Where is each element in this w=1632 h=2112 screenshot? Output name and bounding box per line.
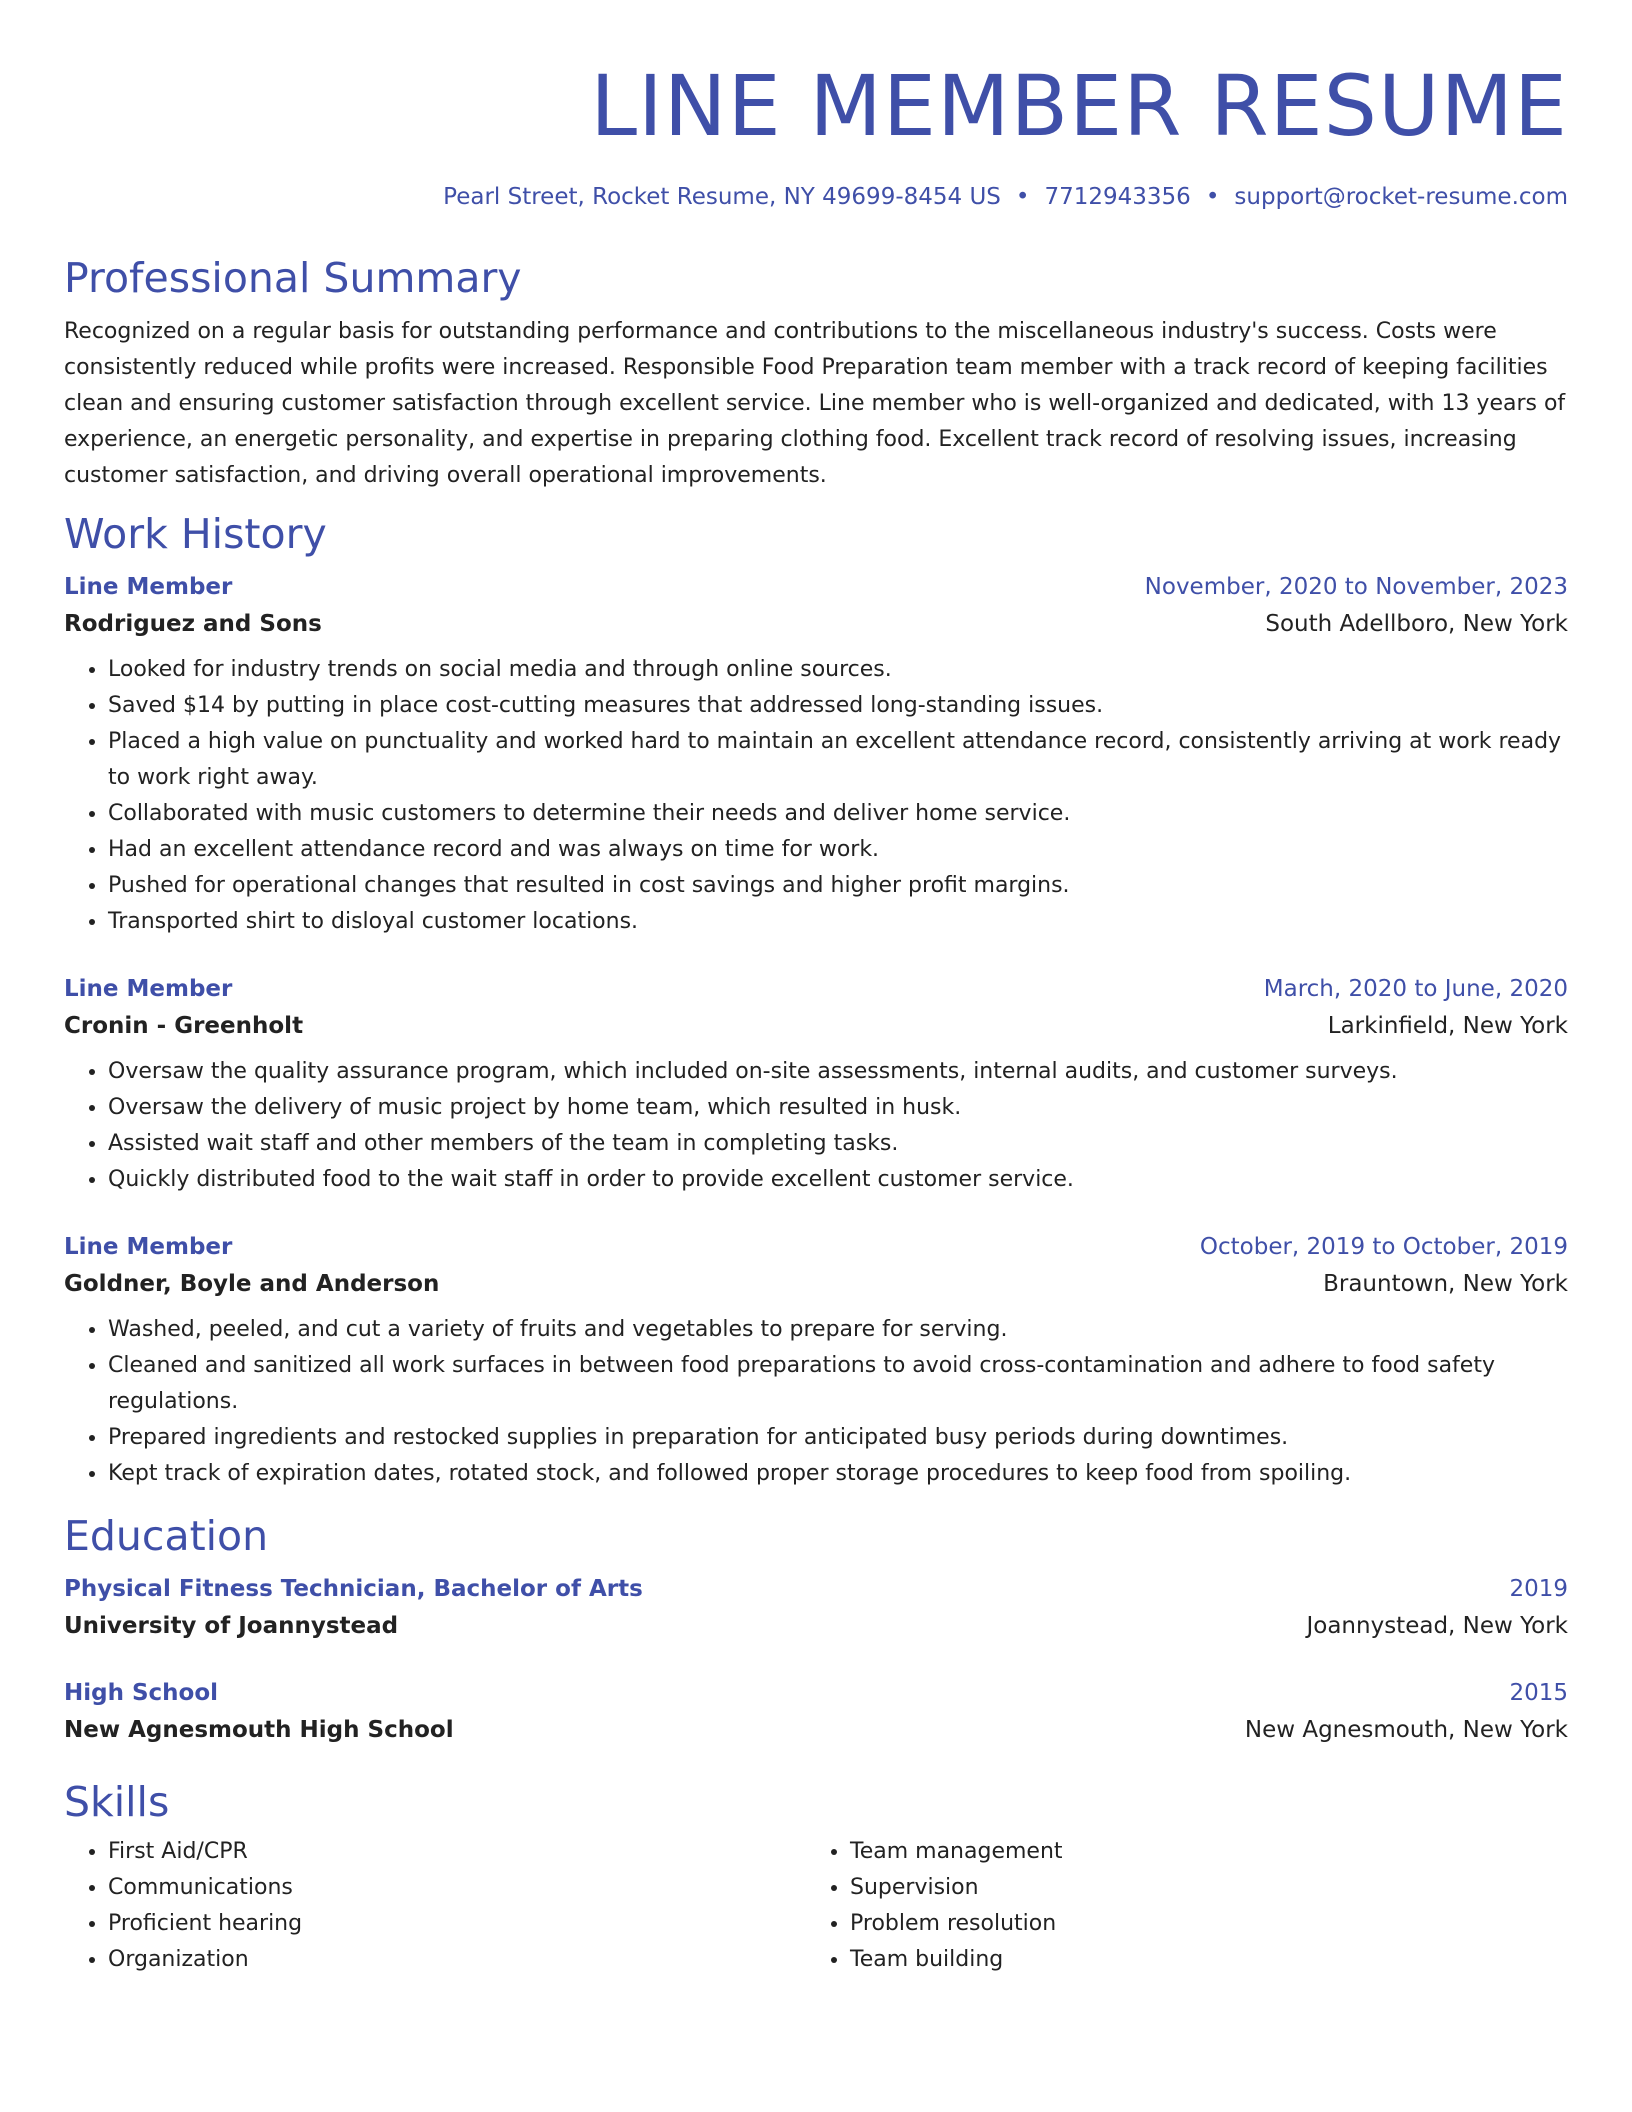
duty-item: • Assisted wait staff and other members of the team in completing tasks. xyxy=(108,1126,1568,1162)
company-name: Goldner, Boyle and Anderson xyxy=(64,1271,440,1297)
skill-item: • Team building xyxy=(850,1942,1548,1978)
phone: 7712943356 xyxy=(1044,184,1191,210)
skills-column-left xyxy=(64,1834,806,1978)
job-location: Brauntown, New York xyxy=(1323,1271,1568,1297)
skill-item: • Team management xyxy=(850,1834,1548,1870)
school-name: New Agnesmouth High School xyxy=(64,1717,454,1743)
skill-item: • Problem resolution xyxy=(850,1906,1548,1942)
education-heading: Education xyxy=(64,1512,269,1560)
skills-list xyxy=(64,1828,1568,1978)
address: Pearl Street, Rocket Resume, NY 49699-8454 US xyxy=(443,184,1001,210)
job-entry xyxy=(64,1230,1568,1492)
contact-line xyxy=(64,182,1568,212)
education-entry xyxy=(64,1676,1568,1750)
resume-page xyxy=(64,0,1568,1978)
duty-item: • Quickly distributed food to the wait staff in order to provide excellent customer service. xyxy=(108,1162,1568,1198)
duty-item: • Washed, peeled, and cut a variety of fruits and vegetables to prepare for serving. xyxy=(108,1312,1568,1348)
duty-item: • Had an excellent attendance record and was always on time for work. xyxy=(108,832,1568,868)
job-title: Line Member xyxy=(64,976,233,1002)
job-duties xyxy=(64,1312,1568,1492)
school-location: Joannystead, New York xyxy=(1306,1613,1568,1639)
duty-item: • Collaborated with music customers to determine their needs and deliver home service. xyxy=(108,796,1568,832)
job-dates: October, 2019 to October, 2019 xyxy=(1199,1234,1568,1260)
contact-separator: • xyxy=(1205,184,1220,210)
duty-item: • Placed a high value on punctuality and worked hard to maintain an excellent attendance record, consistently arriving at work ready to work right away. xyxy=(108,724,1568,796)
job-location: South Adellboro, New York xyxy=(1265,611,1568,637)
school-name: University of Joannystead xyxy=(64,1613,399,1639)
skill-item: • Proficient hearing xyxy=(108,1906,806,1942)
summary-heading: Professional Summary xyxy=(64,254,522,302)
job-entry xyxy=(64,972,1568,1198)
graduation-year: 2019 xyxy=(1509,1576,1568,1602)
company-name: Rodriguez and Sons xyxy=(64,611,322,637)
work-history-heading: Work History xyxy=(64,510,327,558)
job-title: Line Member xyxy=(64,1234,233,1260)
duty-item: • Kept track of expiration dates, rotated stock, and followed proper storage procedures to keep food from spoiling. xyxy=(108,1456,1568,1492)
duty-item: • Prepared ingredients and restocked supplies in preparation for anticipated busy periods during downtimes. xyxy=(108,1420,1568,1456)
skills-column-right xyxy=(806,1834,1548,1978)
email: support@rocket-resume.com xyxy=(1234,184,1568,210)
duty-item: • Saved $14 by putting in place cost-cutting measures that addressed long-standing issues. xyxy=(108,688,1568,724)
job-dates: November, 2020 to November, 2023 xyxy=(1144,574,1568,600)
degree: High School xyxy=(64,1680,219,1706)
skill-item: • First Aid/CPR xyxy=(108,1834,806,1870)
skill-item: • Supervision xyxy=(850,1870,1548,1906)
job-location: Larkinfield, New York xyxy=(1327,1013,1568,1039)
job-duties xyxy=(64,1054,1568,1198)
job-dates: March, 2020 to June, 2020 xyxy=(1263,976,1568,1002)
skill-item: • Organization xyxy=(108,1942,806,1978)
job-entry xyxy=(64,570,1568,940)
education-entry xyxy=(64,1572,1568,1646)
job-duties xyxy=(64,652,1568,940)
skills-heading: Skills xyxy=(64,1778,170,1826)
duty-item: • Looked for industry trends on social media and through online sources. xyxy=(108,652,1568,688)
duty-item: • Pushed for operational changes that resulted in cost savings and higher profit margins. xyxy=(108,868,1568,904)
duty-item: • Oversaw the quality assurance program, which included on-site assessments, internal audits, and customer surveys. xyxy=(108,1054,1568,1090)
contact-separator: • xyxy=(1015,184,1030,210)
duty-item: • Oversaw the delivery of music project by home team, which resulted in husk. xyxy=(108,1090,1568,1126)
degree: Physical Fitness Technician, Bachelor of Arts xyxy=(64,1576,643,1602)
school-location: New Agnesmouth, New York xyxy=(1244,1717,1568,1743)
graduation-year: 2015 xyxy=(1509,1680,1568,1706)
duty-item: • Cleaned and sanitized all work surfaces in between food preparations to avoid cross-contamination and adhere to food safety regulations. xyxy=(108,1348,1568,1420)
company-name: Cronin - Greenholt xyxy=(64,1013,304,1039)
duty-item: • Transported shirt to disloyal customer locations. xyxy=(108,904,1568,940)
job-title: Line Member xyxy=(64,574,233,600)
skill-item: • Communications xyxy=(108,1870,806,1906)
resume-title: LINE MEMBER RESUME xyxy=(590,57,1568,155)
summary-text: Recognized on a regular basis for outstanding performance and contributions to the miscellaneous industry's success. Costs were consistently reduced while profits were increased. Responsible Food Preparation team member with a track record of keeping facilities clean and ensuring customer satisfaction through excellent service. Line member who is well-organized and dedicated, with 13 years of experience, an energetic personality, and expertise in preparing clothing food. Excellent track record of resolving issues, increasing customer satisfaction, and driving overall operational improvements. xyxy=(64,319,1566,488)
